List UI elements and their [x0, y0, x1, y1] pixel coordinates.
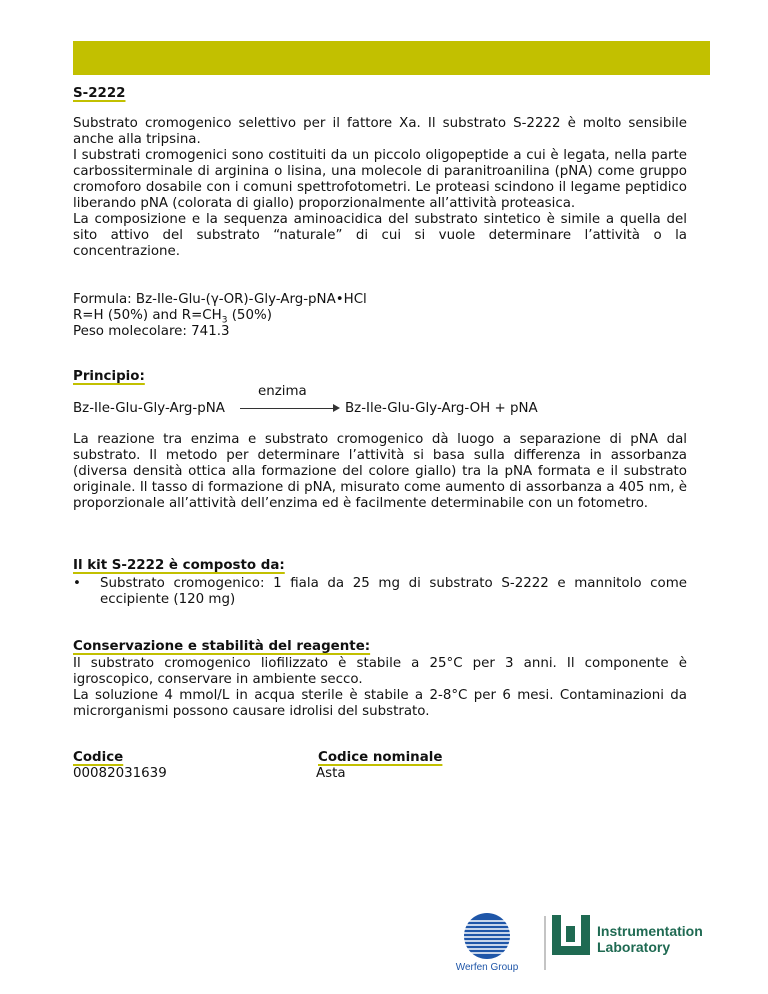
- code-heading: Codice: [73, 750, 124, 765]
- enzyme-label: enzima: [258, 384, 307, 399]
- r-group-line: [73, 308, 687, 324]
- description-paragraph: I substrati cromogenici sono costituiti da un piccolo oligopeptide a cui è legata, nella parte carbossiterminale di arginina o lisina, una molecole di paranitroanilina (pNA) come gruppo cromoforo dosabile con i comuni spettrofotometri. Le proteasi scindono il legame peptidico liberando pNA (colorata di giallo) proporzionalmente all’attività proteasica.: [73, 148, 687, 211]
- werfen-globe-icon: [462, 913, 512, 959]
- product-description: [73, 116, 687, 260]
- kit-item: • Substrato cromogenico: 1 fiala da 25 mg di substrato S-2222 e mannitolo come eccipiente (120 mg): [73, 576, 687, 608]
- description-paragraph: La composizione e la sequenza aminoacidica del substrato sintetico è simile a quella del sito attivo del substrato “naturale” di cui si vuole determinare l’attività o la concentrazione.: [73, 212, 687, 259]
- storage-line: Il substrato cromogenico liofilizzato è stabile a 25°C per 3 anni. Il componente è igroscopico, conservare in ambiente secco.: [73, 656, 687, 687]
- nominal-code-heading: Codice nominale: [318, 750, 443, 765]
- nominal-code-value: Asta: [316, 766, 346, 781]
- footer-logos: [448, 910, 718, 974]
- kit-heading: Il kit S-2222 è composto da:: [73, 558, 285, 573]
- product-title: S-2222: [73, 86, 126, 101]
- werfen-group-text: Werfen Group: [455, 962, 519, 973]
- principle-heading: Principio:: [73, 369, 145, 384]
- reaction-arrowhead: [333, 404, 340, 412]
- r-group-prefix: R=H (50%) and R=CH: [73, 308, 222, 323]
- storage-line: La soluzione 4 mmol/L in acqua sterile è stabile a 2-8°C per 6 mesi. Contaminazioni da microrganismi possono causare idrolisi del substrato.: [73, 688, 687, 719]
- reaction-reactant: Bz-Ile-Glu-Gly-Arg-pNA: [73, 401, 225, 416]
- il-name-line2: Laboratory: [597, 939, 671, 955]
- storage-heading: Conservazione e stabilità del reagente:: [73, 639, 371, 654]
- r-group-suffix: (50%): [227, 308, 272, 323]
- reaction-products: Bz-Ile-Glu-Gly-Arg-OH + pNA: [345, 401, 538, 416]
- description-paragraph: Substrato cromogenico selettivo per il fattore Xa. Il substrato S-2222 è molto sensibile anche alla tripsina.: [73, 116, 687, 147]
- formula-line: Formula: Bz-Ile-Glu-(γ-OR)-Gly-Arg-pNA•HCl: [73, 292, 367, 307]
- code-value: 00082031639: [73, 766, 167, 781]
- formula-block: [73, 292, 687, 340]
- reaction-arrow: [240, 408, 336, 409]
- kit-list: [73, 576, 687, 608]
- storage-text: [73, 656, 687, 720]
- principle-text: La reazione tra enzima e substrato cromogenico dà luogo a separazione di pNA dal substrato. Il metodo per determinare l’attività si basa sulla differenza in assorbanza (diversa densità ottica alla formazione del colore giallo) tra la pNA formata e il substrato originale. Il tasso di formazione di pNA, misurato come aumento di assorbanza a 405 nm, è proporzionale all’attività dell’enzima ed è facilmente determinabile con un fotometro.: [73, 432, 687, 511]
- r-group-subscript: 3: [221, 315, 228, 326]
- molecular-weight: Peso molecolare: 741.3: [73, 324, 230, 339]
- header-banner: [73, 41, 710, 75]
- il-name-line1: Instrumentation: [597, 923, 703, 939]
- instrumentation-laboratory-mark-icon: [552, 915, 590, 955]
